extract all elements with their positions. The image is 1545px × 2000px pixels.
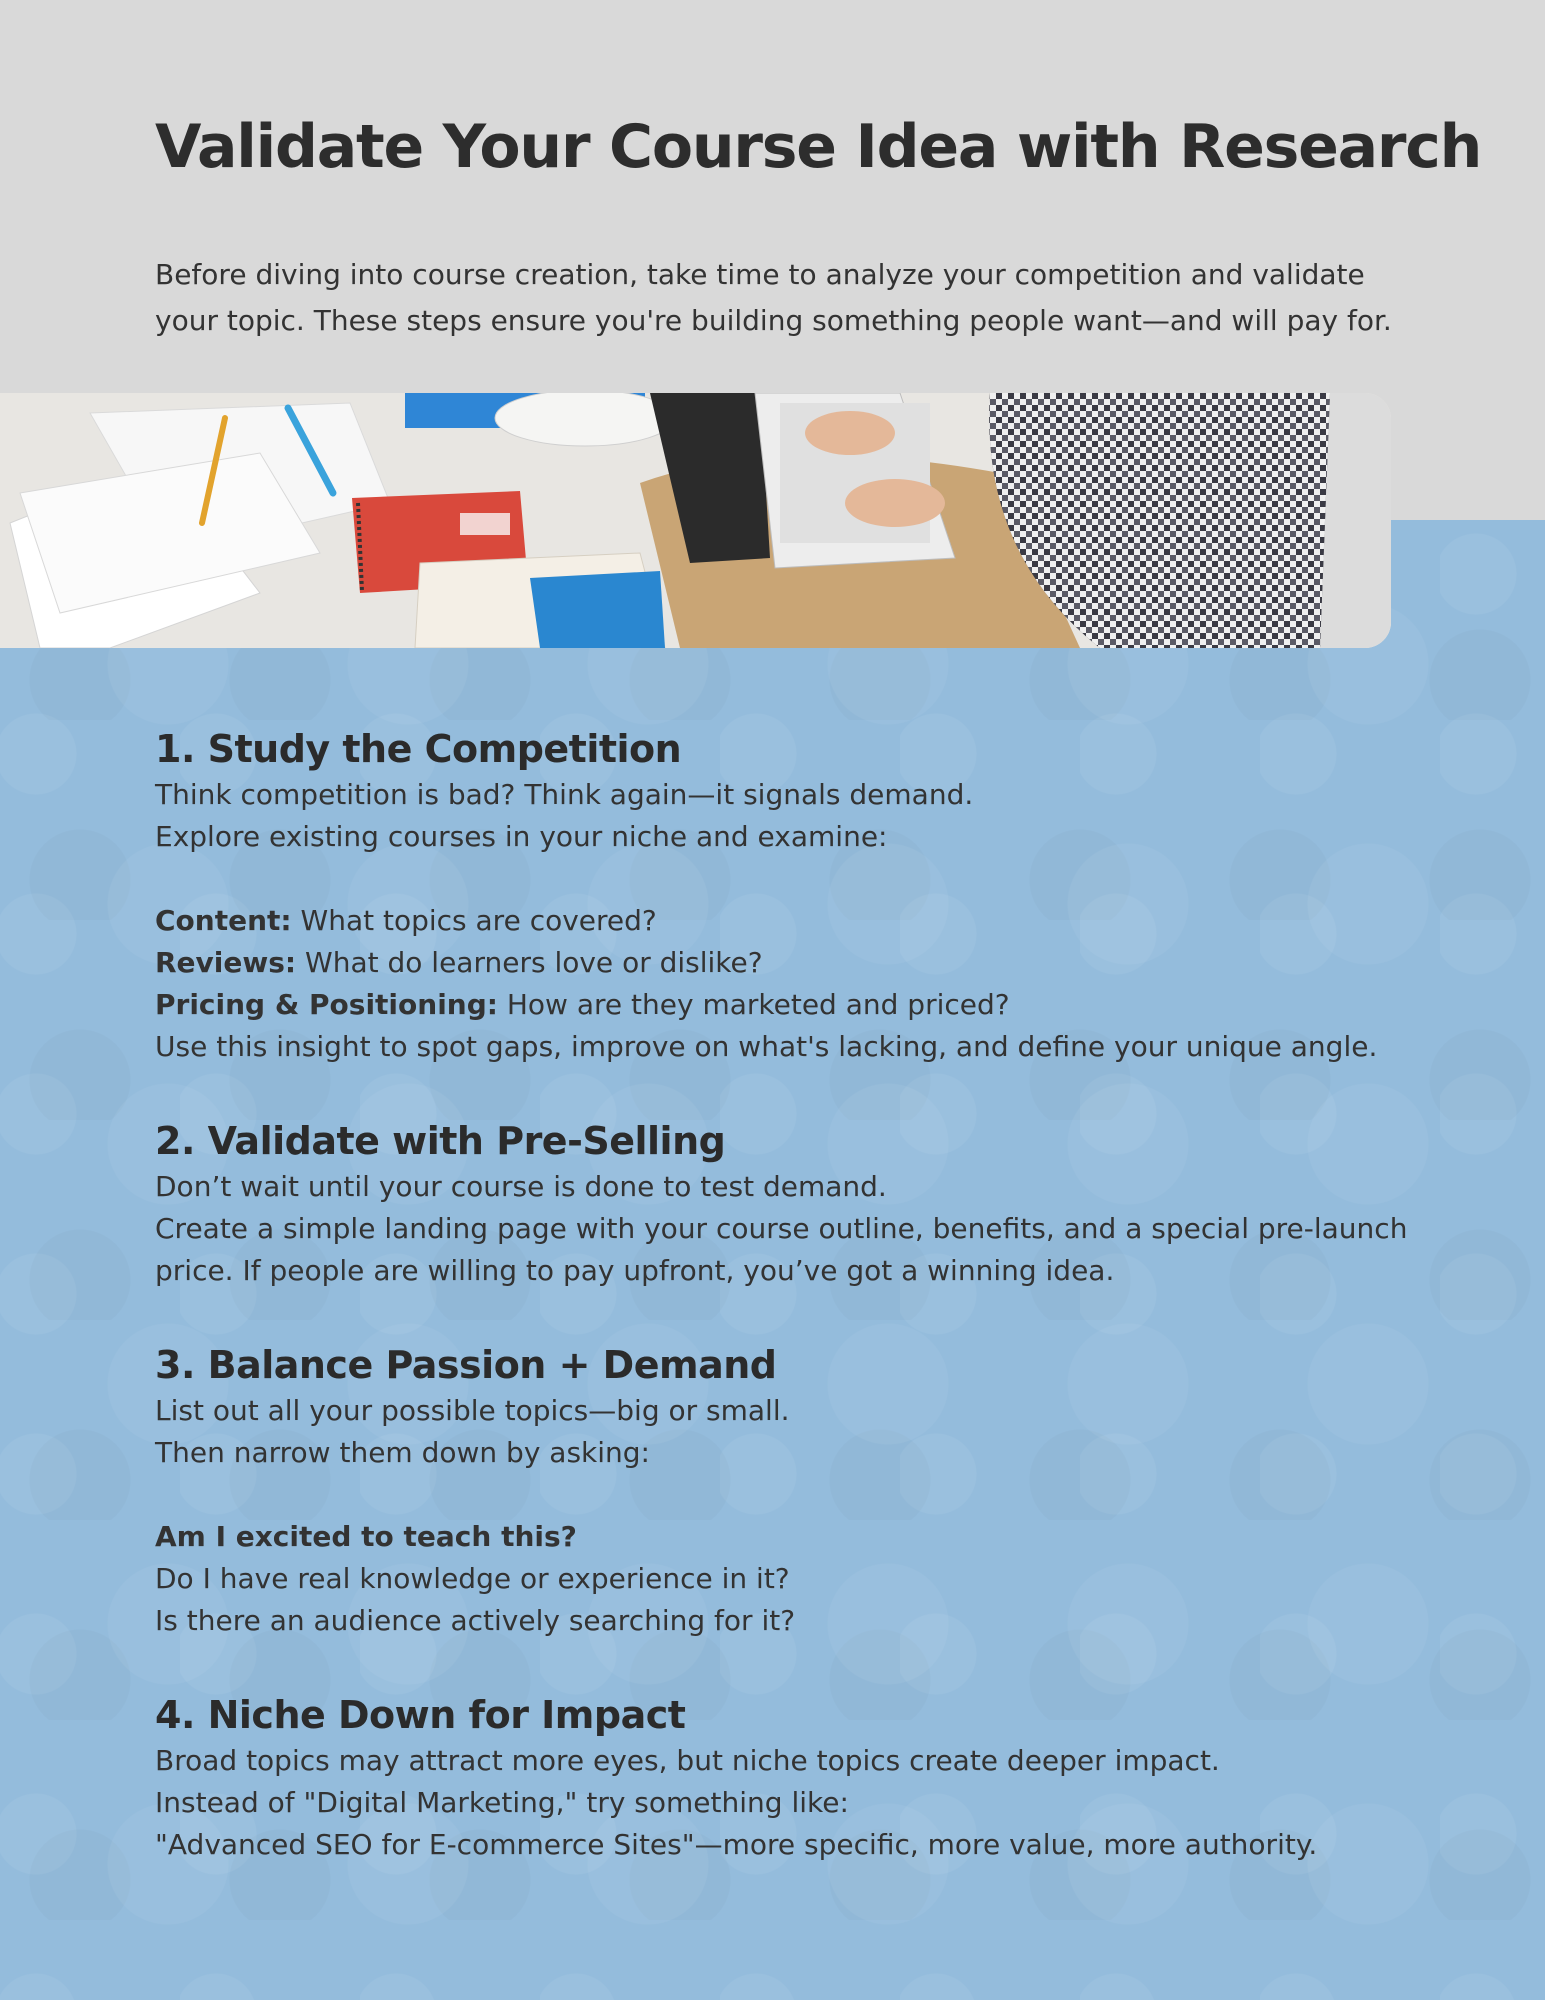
section-text: Instead of "Digital Marketing," try something like:	[155, 1786, 849, 1819]
section-heading: 4. Niche Down for Impact	[155, 1693, 686, 1737]
section-heading: 2. Validate with Pre-Selling	[155, 1119, 726, 1163]
item-label: Pricing & Positioning:	[155, 988, 498, 1021]
hero-image	[0, 393, 1391, 648]
section-text: Explore existing courses in your niche and examine:	[155, 820, 888, 853]
section-text: Broad topics may attract more eyes, but niche topics create deeper impact.	[155, 1744, 1220, 1777]
item-label: Reviews:	[155, 946, 297, 979]
section-text: Then narrow them down by asking:	[155, 1436, 650, 1469]
section-text: Use this insight to spot gaps, improve on what's lacking, and define your unique angle.	[155, 1030, 1378, 1063]
section-text: Think competition is bad? Think again—it signals demand.	[155, 778, 974, 811]
section-passion-demand	[155, 1340, 1415, 1642]
item-text: What topics are covered?	[291, 904, 657, 937]
intro-paragraph: Before diving into course creation, take time to analyze your competition and validate your topic. These steps ensure you're building something people want—and will pay for.	[155, 258, 1392, 337]
question-item: Do I have real knowledge or experience in it?	[155, 1562, 790, 1595]
list-item	[155, 942, 1415, 984]
section-text: Create a simple landing page with your course outline, benefits, and a special pre-launch price. If people are willing to pay upfront, you’ve got a winning idea.	[155, 1212, 1408, 1287]
list-item	[155, 900, 1415, 942]
item-text: How are they marketed and priced?	[497, 988, 1010, 1021]
question-item: Am I excited to teach this?	[155, 1520, 577, 1553]
question-item: Is there an audience actively searching for it?	[155, 1604, 796, 1637]
section-text: List out all your possible topics—big or small.	[155, 1394, 790, 1427]
workspace-photo-icon	[0, 393, 1391, 648]
section-heading: 1. Study the Competition	[155, 727, 682, 771]
section-niche-down	[155, 1690, 1415, 1866]
section-text: Don’t wait until your course is done to test demand.	[155, 1170, 887, 1203]
content	[155, 724, 1415, 1914]
section-text: "Advanced SEO for E-commerce Sites"—more specific, more value, more authority.	[155, 1828, 1318, 1861]
section-pre-selling	[155, 1116, 1415, 1292]
section-heading: 3. Balance Passion + Demand	[155, 1343, 777, 1387]
list-item	[155, 984, 1415, 1026]
section-study-competition	[155, 724, 1415, 1068]
item-text: What do learners love or dislike?	[296, 946, 763, 979]
page-title: Validate Your Course Idea with Research	[155, 112, 1482, 182]
item-label: Content:	[155, 904, 292, 937]
